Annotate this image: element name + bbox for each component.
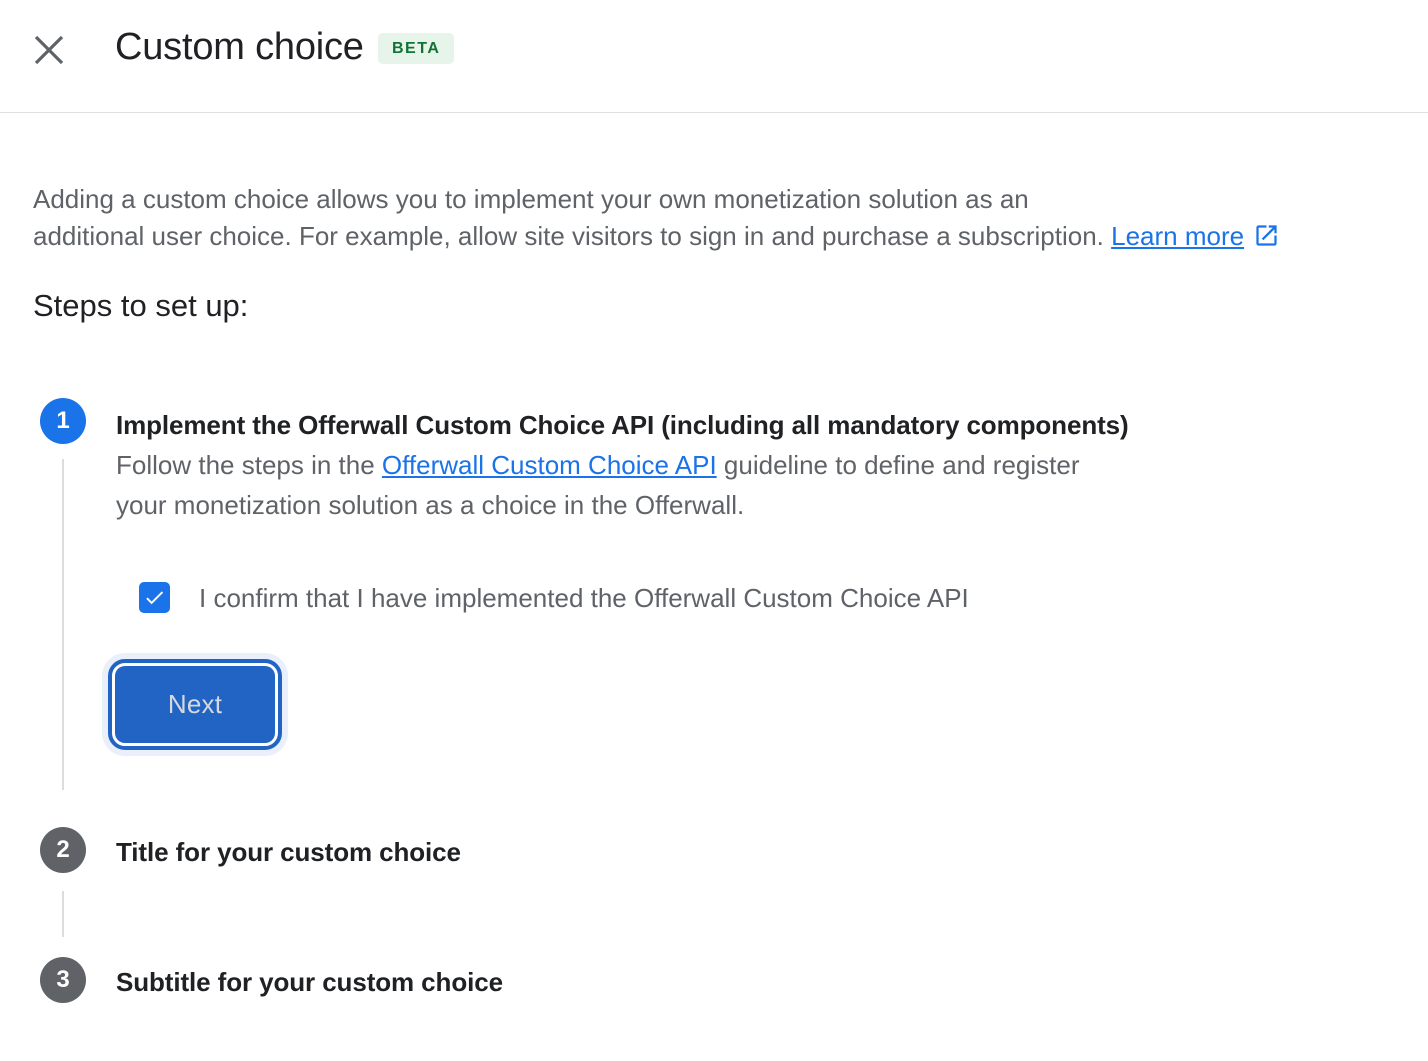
- intro-line2: additional user choice. For example, allow site visitors to sign in and purchase a subscription.: [33, 221, 1112, 251]
- step-connector: [62, 891, 64, 937]
- next-button[interactable]: Next: [115, 666, 275, 743]
- step-connector: [62, 459, 64, 790]
- step-1-number-badge: 1: [40, 398, 86, 444]
- step-1-description: Follow the steps in the Offerwall Custom Choice API guideline to define and register your monetization solution as a choice in the Offerwall.: [116, 450, 1080, 520]
- intro-line1: Adding a custom choice allows you to implement your own monetization solution as an: [33, 184, 1029, 214]
- confirm-checkbox[interactable]: [139, 582, 170, 613]
- step-2-number-badge: 2: [40, 827, 86, 873]
- step-3-number-badge: 3: [40, 957, 86, 1003]
- step-1-title: Implement the Offerwall Custom Choice API (including all mandatory components): [116, 410, 1129, 440]
- learn-more-link[interactable]: Learn more: [1111, 221, 1245, 251]
- beta-badge: BETA: [378, 33, 454, 64]
- close-icon: [33, 34, 65, 66]
- confirm-checkbox-label[interactable]: I confirm that I have implemented the Offerwall Custom Choice API: [199, 583, 969, 613]
- page-title: Custom choice: [115, 26, 364, 68]
- intro-description: [33, 181, 1418, 255]
- next-button-focus-ring: [108, 659, 282, 750]
- step-2-title: Title for your custom choice: [116, 837, 461, 867]
- offerwall-custom-choice-api-link[interactable]: Offerwall Custom Choice API: [381, 450, 717, 480]
- close-button[interactable]: [28, 29, 70, 71]
- steps-heading: Steps to set up:: [33, 288, 249, 323]
- step-3-title: Subtitle for your custom choice: [116, 967, 503, 997]
- checkmark-icon: [143, 586, 166, 609]
- dialog-header: [0, 0, 1428, 113]
- open-in-new-icon[interactable]: [1253, 222, 1280, 249]
